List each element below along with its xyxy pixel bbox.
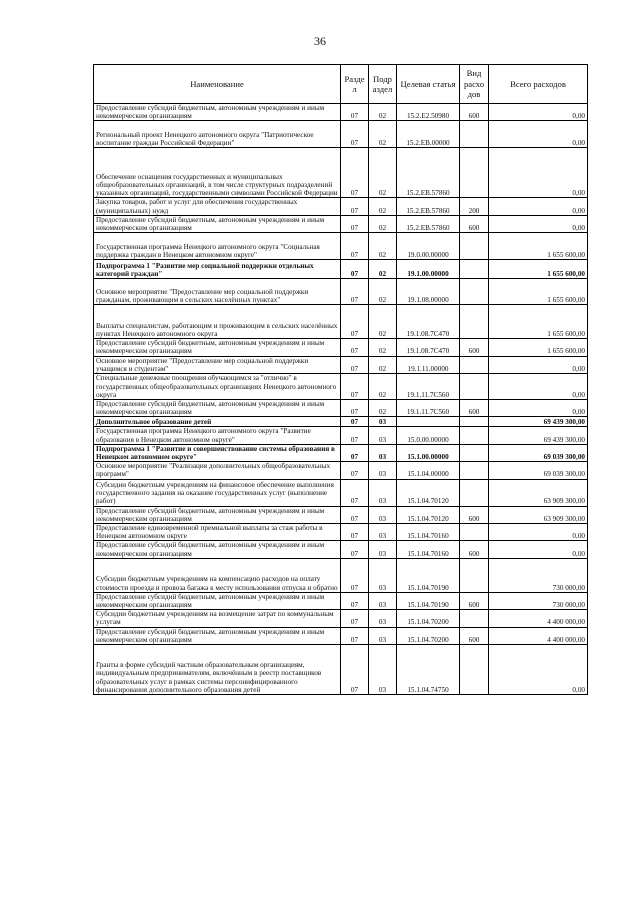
- row-target-cell: 15.0.00.00000: [397, 427, 460, 444]
- table-row: [94, 592, 588, 609]
- row-subsection-cell: 03: [369, 444, 397, 461]
- row-total-cell: 69 439 300,00: [489, 417, 588, 427]
- row-total-cell: 0,00: [489, 374, 588, 400]
- row-name-cell: Государственная программа Ненецкого автономного округа "Развитие образования в Ненецком автономном округе": [94, 427, 341, 444]
- header-name: Наименование: [94, 65, 341, 104]
- row-name-cell: Основное мероприятие "Предоставление мер социальной поддержки гражданам, проживающим в сельских населённых пунктах": [94, 279, 341, 305]
- row-section-cell: 07: [341, 260, 369, 279]
- row-type-cell: [460, 148, 489, 198]
- row-name-cell: Предоставление субсидий бюджетным, автономным учреждениям и иным некоммерческим организациям: [94, 627, 341, 644]
- row-total-cell: 69 439 300,00: [489, 427, 588, 444]
- row-subsection-cell: 02: [369, 104, 397, 121]
- row-total-cell: 0,00: [489, 215, 588, 232]
- row-subsection-cell: 02: [369, 374, 397, 400]
- table-row: [94, 198, 588, 215]
- table-body: [94, 104, 588, 695]
- row-section-cell: 07: [341, 374, 369, 400]
- table-row: [94, 104, 588, 121]
- row-subsection-cell: 02: [369, 339, 397, 356]
- row-type-cell: 600: [460, 627, 489, 644]
- row-section-cell: 07: [341, 339, 369, 356]
- row-section-cell: 07: [341, 645, 369, 695]
- row-name-cell: Подпрограмма 1 "Развитие и совершенствование системы образования в Ненецком автономном округе": [94, 444, 341, 461]
- row-section-cell: 07: [341, 506, 369, 523]
- row-section-cell: 07: [341, 305, 369, 339]
- row-name-cell: Предоставление субсидий бюджетным, автономным учреждениям и иным некоммерческим организациям: [94, 400, 341, 417]
- row-type-cell: 600: [460, 104, 489, 121]
- row-name-cell: Специальные денежные поощрения обучающимся за "отлично" в государственных общеобразовательных организациях Ненецкого автономного округа: [94, 374, 341, 400]
- table-row: [94, 427, 588, 444]
- row-total-cell: 0,00: [489, 104, 588, 121]
- row-name-cell: Предоставление субсидий бюджетным, автономным учреждениям и иным некоммерческим организациям: [94, 541, 341, 558]
- row-total-cell: 1 655 600,00: [489, 339, 588, 356]
- table-row: [94, 524, 588, 541]
- row-total-cell: 1 655 600,00: [489, 233, 588, 260]
- row-section-cell: 07: [341, 198, 369, 215]
- row-target-cell: 15.1.04.70200: [397, 627, 460, 644]
- row-type-cell: [460, 233, 489, 260]
- row-name-cell: Предоставление субсидий бюджетным, автономным учреждениям и иным некоммерческим организациям: [94, 506, 341, 523]
- table-row: [94, 627, 588, 644]
- table-row: [94, 215, 588, 232]
- table-row: [94, 374, 588, 400]
- row-subsection-cell: 02: [369, 356, 397, 373]
- row-target-cell: 15.1.04.00000: [397, 462, 460, 479]
- row-target-cell: 19.1.11.7C560: [397, 374, 460, 400]
- row-name-cell: Предоставление субсидий бюджетным, автономным учреждениям и иным некоммерческим организациям: [94, 592, 341, 609]
- row-subsection-cell: 02: [369, 260, 397, 279]
- row-total-cell: 69 039 300,00: [489, 462, 588, 479]
- row-subsection-cell: 03: [369, 427, 397, 444]
- row-target-cell: 19.1.08.7C470: [397, 305, 460, 339]
- row-total-cell: 0,00: [489, 121, 588, 148]
- row-target-cell: 15.1.04.74750: [397, 645, 460, 695]
- table-row: [94, 417, 588, 427]
- row-subsection-cell: 03: [369, 417, 397, 427]
- row-type-cell: 600: [460, 506, 489, 523]
- row-total-cell: 63 909 300,00: [489, 479, 588, 506]
- header-total: Всего расходов: [489, 65, 588, 104]
- row-section-cell: 07: [341, 558, 369, 592]
- row-total-cell: 1 655 600,00: [489, 279, 588, 305]
- row-total-cell: 0,00: [489, 356, 588, 373]
- row-section-cell: 07: [341, 279, 369, 305]
- row-name-cell: Предоставление субсидий бюджетным, автономным учреждениям и иным некоммерческим организациям: [94, 339, 341, 356]
- row-subsection-cell: 03: [369, 558, 397, 592]
- row-type-cell: 200: [460, 198, 489, 215]
- row-type-cell: [460, 427, 489, 444]
- row-target-cell: 15.1.04.70190: [397, 558, 460, 592]
- row-name-cell: Подпрограмма 1 "Развитие мер социальной поддержки отдельных категорий граждан": [94, 260, 341, 279]
- row-total-cell: 730 000,00: [489, 592, 588, 609]
- row-name-cell: Выплаты специалистам, работающим и проживающим в сельских населённых пунктах Ненецкого автономного округа: [94, 305, 341, 339]
- row-target-cell: 15.1.04.70160: [397, 541, 460, 558]
- row-total-cell: 63 909 300,00: [489, 506, 588, 523]
- row-total-cell: 730 000,00: [489, 558, 588, 592]
- table-row: [94, 645, 588, 695]
- table-row: [94, 356, 588, 373]
- row-subsection-cell: 02: [369, 121, 397, 148]
- table-row: [94, 462, 588, 479]
- row-total-cell: 4 400 000,00: [489, 610, 588, 627]
- row-type-cell: [460, 279, 489, 305]
- row-subsection-cell: 03: [369, 524, 397, 541]
- row-section-cell: 07: [341, 462, 369, 479]
- row-total-cell: 0,00: [489, 541, 588, 558]
- row-name-cell: Основное мероприятие "Предоставление мер социальной поддержки учащимся и студентам": [94, 356, 341, 373]
- row-target-cell: [397, 417, 460, 427]
- row-target-cell: 15.2.E2.50980: [397, 104, 460, 121]
- row-subsection-cell: 03: [369, 479, 397, 506]
- row-type-cell: [460, 462, 489, 479]
- row-subsection-cell: 03: [369, 462, 397, 479]
- table-row: [94, 479, 588, 506]
- row-type-cell: [460, 374, 489, 400]
- table-row: [94, 260, 588, 279]
- row-type-cell: [460, 444, 489, 461]
- header-type: Вид расхо дов: [460, 65, 489, 104]
- row-section-cell: 07: [341, 479, 369, 506]
- row-name-cell: Предоставление единовременной премиальной выплаты за стаж работы в Ненецком автономном округе: [94, 524, 341, 541]
- row-subsection-cell: 03: [369, 645, 397, 695]
- header-section: Разде л: [341, 65, 369, 104]
- row-subsection-cell: 02: [369, 305, 397, 339]
- row-subsection-cell: 02: [369, 148, 397, 198]
- table-row: [94, 305, 588, 339]
- row-section-cell: 07: [341, 444, 369, 461]
- row-target-cell: 15.1.04.70120: [397, 506, 460, 523]
- row-subsection-cell: 02: [369, 233, 397, 260]
- budget-table: [93, 64, 588, 695]
- row-total-cell: 69 039 300,00: [489, 444, 588, 461]
- header-subsection: Подр аздел: [369, 65, 397, 104]
- row-type-cell: 600: [460, 592, 489, 609]
- row-target-cell: 15.1.00.00000: [397, 444, 460, 461]
- row-name-cell: Субсидии бюджетным учреждениям на возмещение затрат по коммунальным услугам: [94, 610, 341, 627]
- row-target-cell: 15.2.EB.57860: [397, 148, 460, 198]
- row-subsection-cell: 03: [369, 592, 397, 609]
- table-row: [94, 506, 588, 523]
- row-name-cell: Обеспечение оснащения государственных и муниципальных общеобразовательных организаций, в том числе структурных подразделений указанных организаций, государственными символами Российской Федерации: [94, 148, 341, 198]
- row-target-cell: 19.1.11.7C560: [397, 400, 460, 417]
- row-subsection-cell: 03: [369, 541, 397, 558]
- page-number: 36: [314, 34, 326, 48]
- table-row: [94, 558, 588, 592]
- row-name-cell: Субсидии бюджетным учреждениям на финансовое обеспечение выполнения государственного задания на оказание государственных услуг (выполнение работ): [94, 479, 341, 506]
- row-target-cell: 15.1.04.70120: [397, 479, 460, 506]
- row-type-cell: [460, 305, 489, 339]
- row-type-cell: 600: [460, 400, 489, 417]
- table-row: [94, 444, 588, 461]
- row-section-cell: 07: [341, 610, 369, 627]
- row-target-cell: 19.1.11.00000: [397, 356, 460, 373]
- row-subsection-cell: 03: [369, 610, 397, 627]
- row-type-cell: [460, 479, 489, 506]
- row-subsection-cell: 02: [369, 279, 397, 305]
- row-total-cell: 0,00: [489, 148, 588, 198]
- row-type-cell: [460, 417, 489, 427]
- table-row: [94, 339, 588, 356]
- table-row: [94, 541, 588, 558]
- row-target-cell: 15.1.04.70160: [397, 524, 460, 541]
- table-row: [94, 233, 588, 260]
- row-total-cell: 0,00: [489, 524, 588, 541]
- row-subsection-cell: 02: [369, 198, 397, 215]
- table-row: [94, 121, 588, 148]
- row-name-cell: Дополнительное образование детей: [94, 417, 341, 427]
- row-section-cell: 07: [341, 121, 369, 148]
- row-type-cell: [460, 645, 489, 695]
- row-section-cell: 07: [341, 356, 369, 373]
- row-type-cell: 600: [460, 541, 489, 558]
- row-type-cell: [460, 610, 489, 627]
- row-section-cell: 07: [341, 417, 369, 427]
- row-name-cell: Государственная программа Ненецкого автономного округа "Социальная поддержка граждан в Ненецком автономном округе": [94, 233, 341, 260]
- row-type-cell: 600: [460, 339, 489, 356]
- row-total-cell: 0,00: [489, 645, 588, 695]
- row-target-cell: 15.2.EB.00000: [397, 121, 460, 148]
- row-section-cell: 07: [341, 592, 369, 609]
- row-type-cell: [460, 260, 489, 279]
- row-target-cell: 15.2.EB.57860: [397, 198, 460, 215]
- table-header-row: [94, 65, 588, 104]
- row-section-cell: 07: [341, 427, 369, 444]
- row-section-cell: 07: [341, 104, 369, 121]
- row-type-cell: [460, 121, 489, 148]
- row-section-cell: 07: [341, 541, 369, 558]
- row-name-cell: Субсидии бюджетным учреждениям на компенсацию расходов на оплату стоимости проезда и провоза багажа к месту использования отпуска и обратно: [94, 558, 341, 592]
- row-target-cell: 19.1.00.00000: [397, 260, 460, 279]
- row-section-cell: 07: [341, 148, 369, 198]
- row-name-cell: Основное мероприятие "Реализация дополнительных общеобразовательных программ": [94, 462, 341, 479]
- row-total-cell: 0,00: [489, 198, 588, 215]
- row-name-cell: Предоставление субсидий бюджетным, автономным учреждениям и иным некоммерческим организациям: [94, 215, 341, 232]
- row-target-cell: 15.1.04.70200: [397, 610, 460, 627]
- row-section-cell: 07: [341, 627, 369, 644]
- row-target-cell: 15.2.EB.57860: [397, 215, 460, 232]
- header-target: Целевая статья: [397, 65, 460, 104]
- row-section-cell: 07: [341, 215, 369, 232]
- row-name-cell: Предоставление субсидий бюджетным, автономным учреждениям и иным некоммерческим организациям: [94, 104, 341, 121]
- table-row: [94, 400, 588, 417]
- row-section-cell: 07: [341, 400, 369, 417]
- row-name-cell: Региональный проект Ненецкого автономного округа "Патриотическое воспитание граждан Российской Федерации": [94, 121, 341, 148]
- row-subsection-cell: 03: [369, 506, 397, 523]
- row-subsection-cell: 03: [369, 627, 397, 644]
- row-target-cell: 15.1.04.70190: [397, 592, 460, 609]
- row-type-cell: [460, 356, 489, 373]
- row-type-cell: 600: [460, 215, 489, 232]
- row-total-cell: 0,00: [489, 400, 588, 417]
- row-name-cell: Закупка товаров, работ и услуг для обеспечения государственных (муниципальных) нужд: [94, 198, 341, 215]
- row-subsection-cell: 02: [369, 400, 397, 417]
- table-row: [94, 279, 588, 305]
- table-row: [94, 148, 588, 198]
- row-type-cell: [460, 524, 489, 541]
- row-section-cell: 07: [341, 233, 369, 260]
- row-section-cell: 07: [341, 524, 369, 541]
- row-total-cell: 1 655 600,00: [489, 260, 588, 279]
- row-total-cell: 4 400 000,00: [489, 627, 588, 644]
- row-total-cell: 1 655 600,00: [489, 305, 588, 339]
- row-subsection-cell: 02: [369, 215, 397, 232]
- row-target-cell: 19.1.08.00000: [397, 279, 460, 305]
- row-target-cell: 19.0.00.00000: [397, 233, 460, 260]
- row-name-cell: Гранты в форме субсидий частным образовательным организациям, индивидуальным предпринимателям, включённым в реестр поставщиков образовательных услуг в рамках системы персонифицированного финансирования дополнительного образования детей: [94, 645, 341, 695]
- row-target-cell: 19.1.08.7C470: [397, 339, 460, 356]
- row-type-cell: [460, 558, 489, 592]
- table-row: [94, 610, 588, 627]
